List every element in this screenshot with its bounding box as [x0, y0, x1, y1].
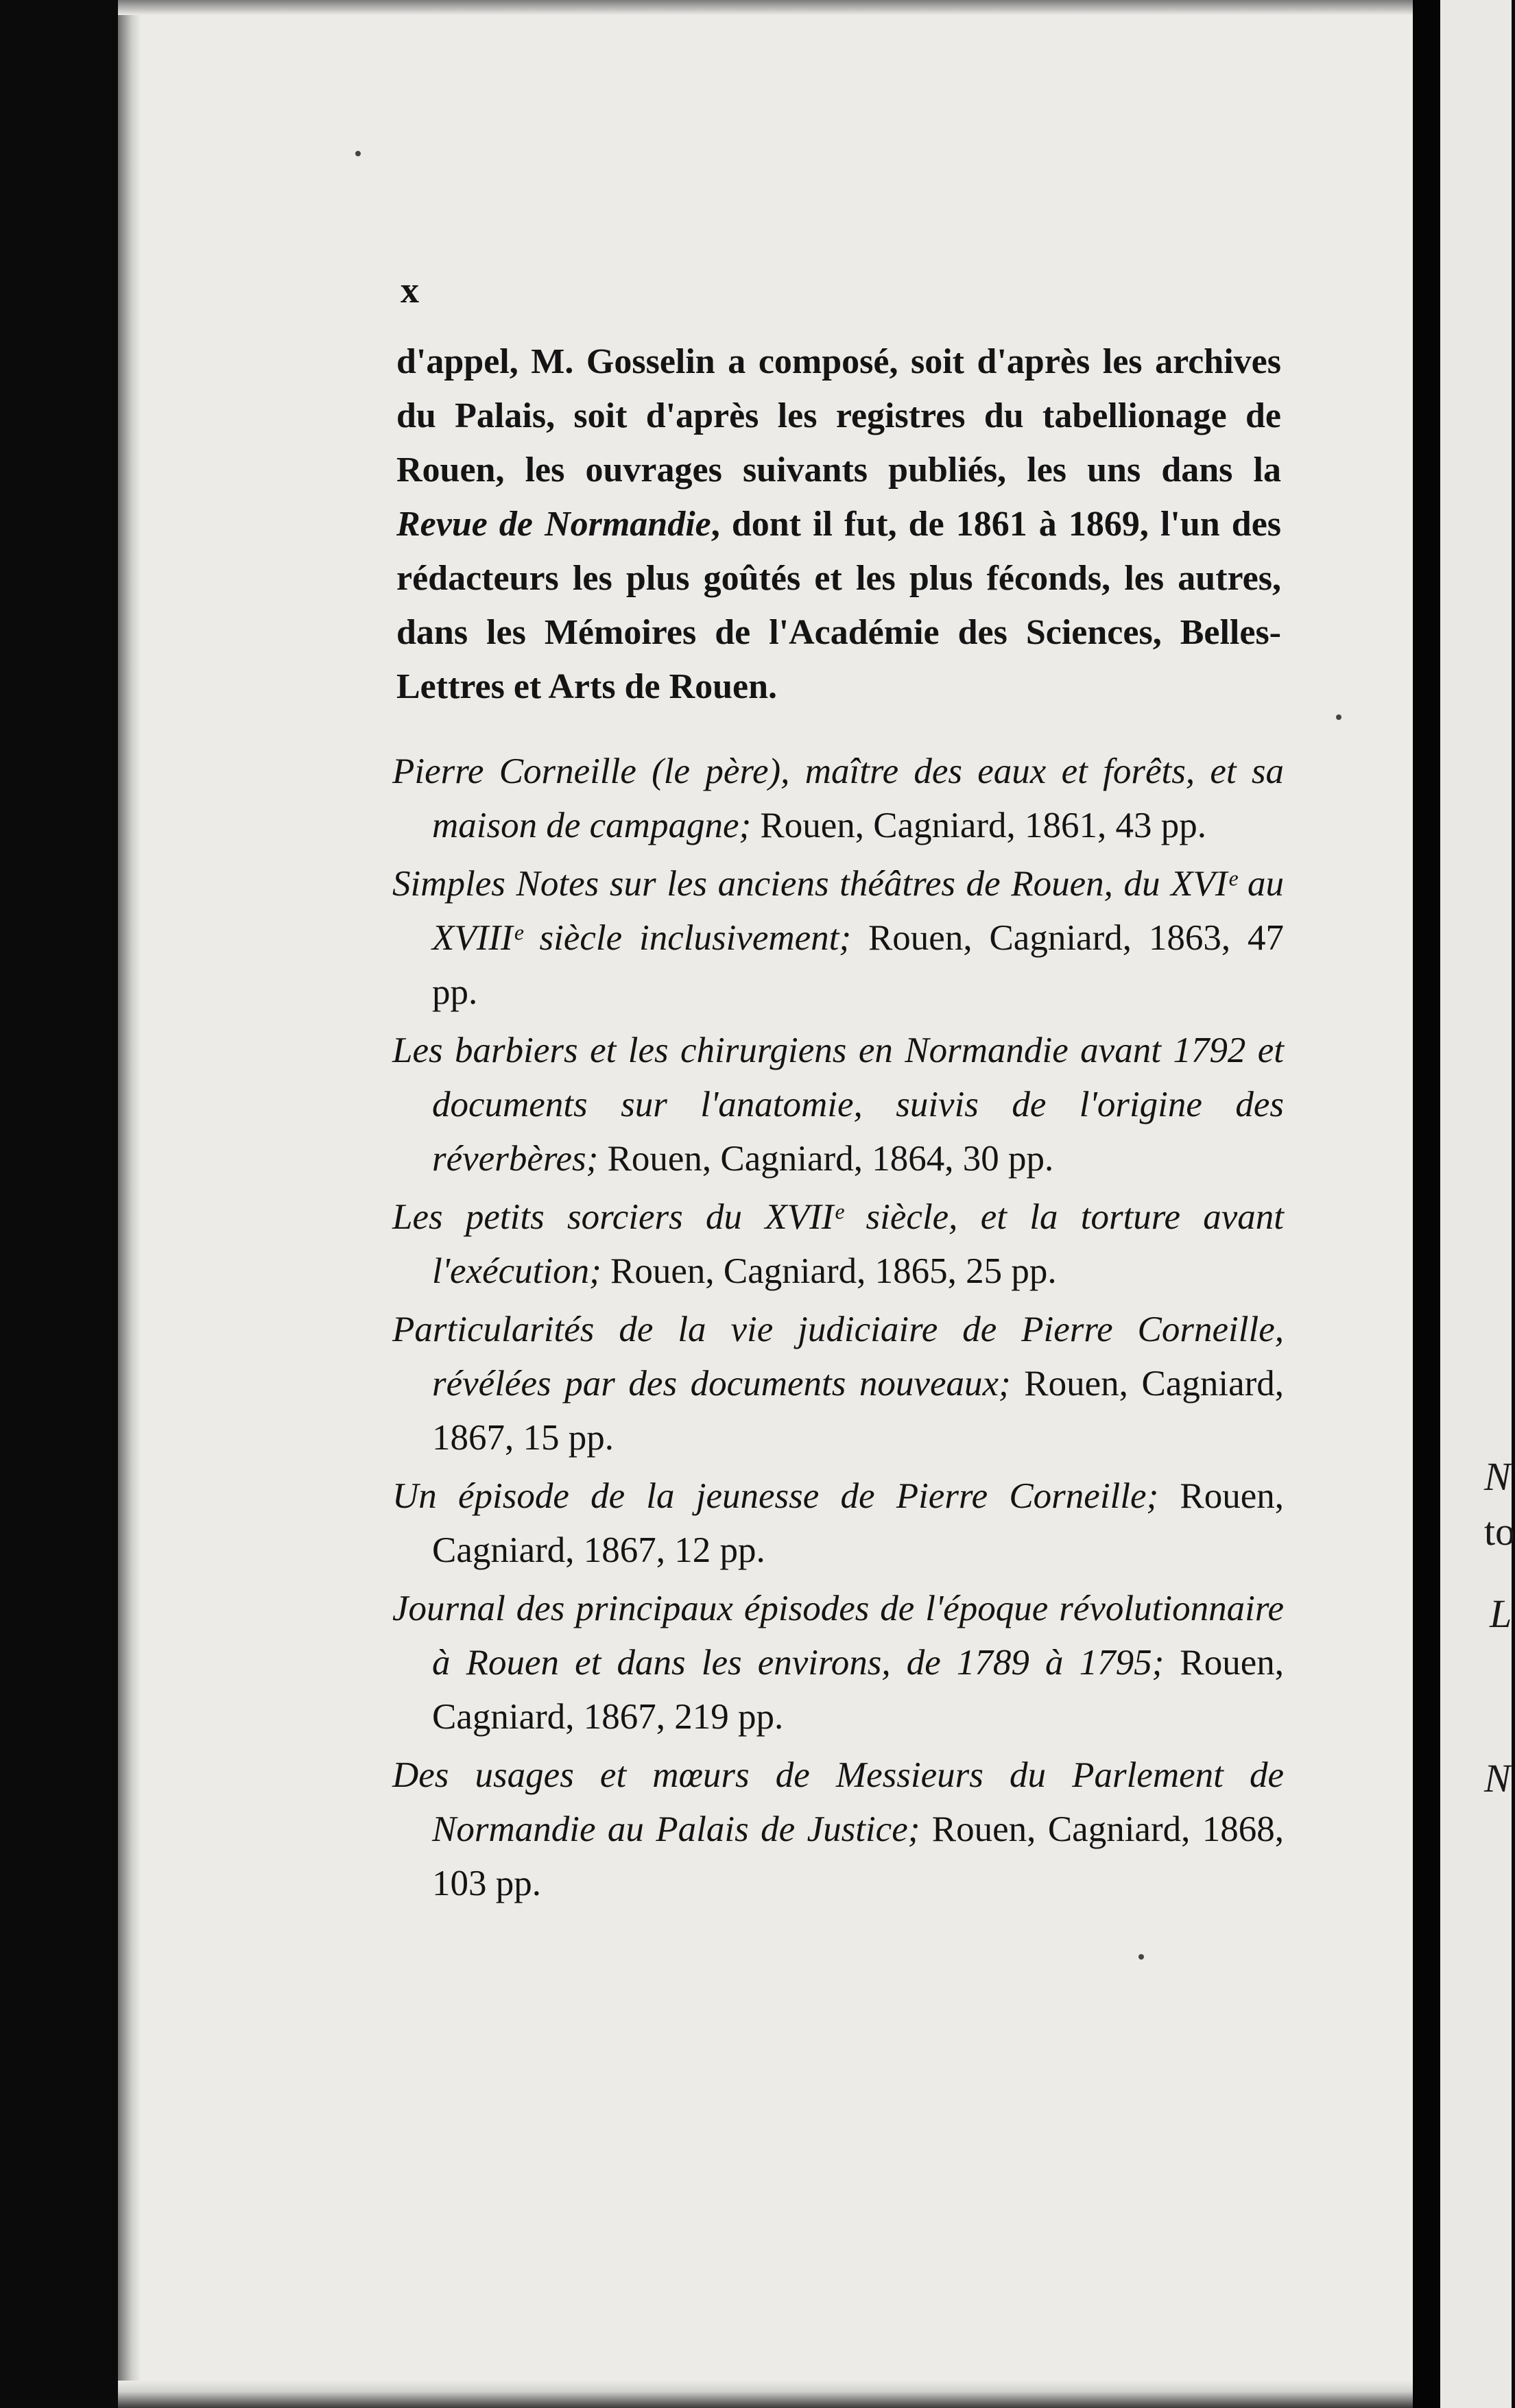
bibliography-entry	[392, 1469, 1284, 1578]
paper-speck	[1138, 1954, 1144, 1960]
page-edge-shadow	[118, 2381, 1413, 2408]
bibliography-entry	[392, 1190, 1284, 1299]
bibliography-entry	[392, 1303, 1284, 1465]
intro-text: d'appel, M. Gosselin a composé, soit d'après les archives du Palais, soit d'après les registres du tabellionage de Rouen, les ouvrages suivants publiés, les uns dans la	[396, 342, 1281, 490]
paper-speck	[355, 151, 361, 156]
bibliography-entry	[392, 1748, 1284, 1911]
work-title: Journal des principaux épisodes de l'époque révolutionnaire à Rouen et dans les environs, de 1789 à 1795;	[392, 1589, 1284, 1683]
work-details: Rouen, Cagniard, 1867, 15 pp.	[432, 1364, 1284, 1458]
intro-text: , dont il fut, de 1861 à 1869, l'un des rédacteurs les plus goûtés et les plus féconds, les autres, dans les Mémoires de l'Académie des Sciences, Belles-Lettres et Arts de Rouen.	[396, 505, 1282, 706]
work-details: Rouen, Cagniard, 1867, 219 pp.	[432, 1643, 1284, 1737]
facing-fragment: to	[1484, 1509, 1515, 1554]
bibliography-entry	[392, 1582, 1284, 1744]
work-title: Un épisode de la jeunesse de Pierre Corneille;	[392, 1476, 1159, 1516]
work-title: Des usages et mœurs de Messieurs du Parlement de Normandie au Palais de Justice;	[392, 1755, 1284, 1849]
work-details: Rouen, Cagniard, 1864, 30 pp.	[598, 1139, 1054, 1179]
facing-fragment: N	[1484, 1454, 1511, 1499]
work-details: Rouen, Cagniard, 1868, 103 pp.	[432, 1809, 1284, 1903]
intro-paragraph	[396, 335, 1281, 714]
work-details: Rouen, Cagniard, 1867, 12 pp.	[432, 1476, 1284, 1570]
page-edge-shadow	[118, 0, 141, 2408]
facing-fragment: N	[1484, 1756, 1511, 1801]
page-number: x	[401, 269, 419, 311]
facing-page-edge	[1440, 0, 1515, 2408]
work-details: Rouen, Cagniard, 1863, 47 pp.	[432, 918, 1284, 1012]
work-title: Simples Notes sur les anciens théâtres de Rouen, du XVIᵉ au XVIIIᵉ siècle inclusivement;	[392, 864, 1284, 958]
journal-title: Revue de Normandie	[396, 505, 711, 544]
page-edge-shadow	[118, 0, 1413, 15]
bibliography-list	[392, 745, 1284, 1915]
work-title: Les barbiers et les chirurgiens en Normandie avant 1792 et documents sur l'anatomie, suivis de l'origine des réverbères;	[392, 1031, 1284, 1179]
facing-fragment: L	[1490, 1591, 1512, 1636]
bibliography-entry	[392, 1024, 1284, 1186]
work-details: Rouen, Cagniard, 1865, 25 pp.	[601, 1251, 1057, 1291]
work-title: Les petits sorciers du XVIIᵉ siècle, et la torture avant l'exécution;	[392, 1197, 1284, 1291]
book-gutter	[1413, 0, 1440, 2408]
bibliography-entry	[392, 857, 1284, 1020]
work-title: Particularités de la vie judiciaire de Pierre Corneille, révélées par des documents nouveaux;	[392, 1310, 1284, 1404]
work-title: Pierre Corneille (le père), maître des eaux et forêts, et sa maison de campagne;	[392, 751, 1284, 845]
bibliography-entry	[392, 745, 1284, 853]
work-details: Rouen, Cagniard, 1861, 43 pp.	[751, 806, 1207, 845]
paper-speck	[1336, 714, 1341, 720]
